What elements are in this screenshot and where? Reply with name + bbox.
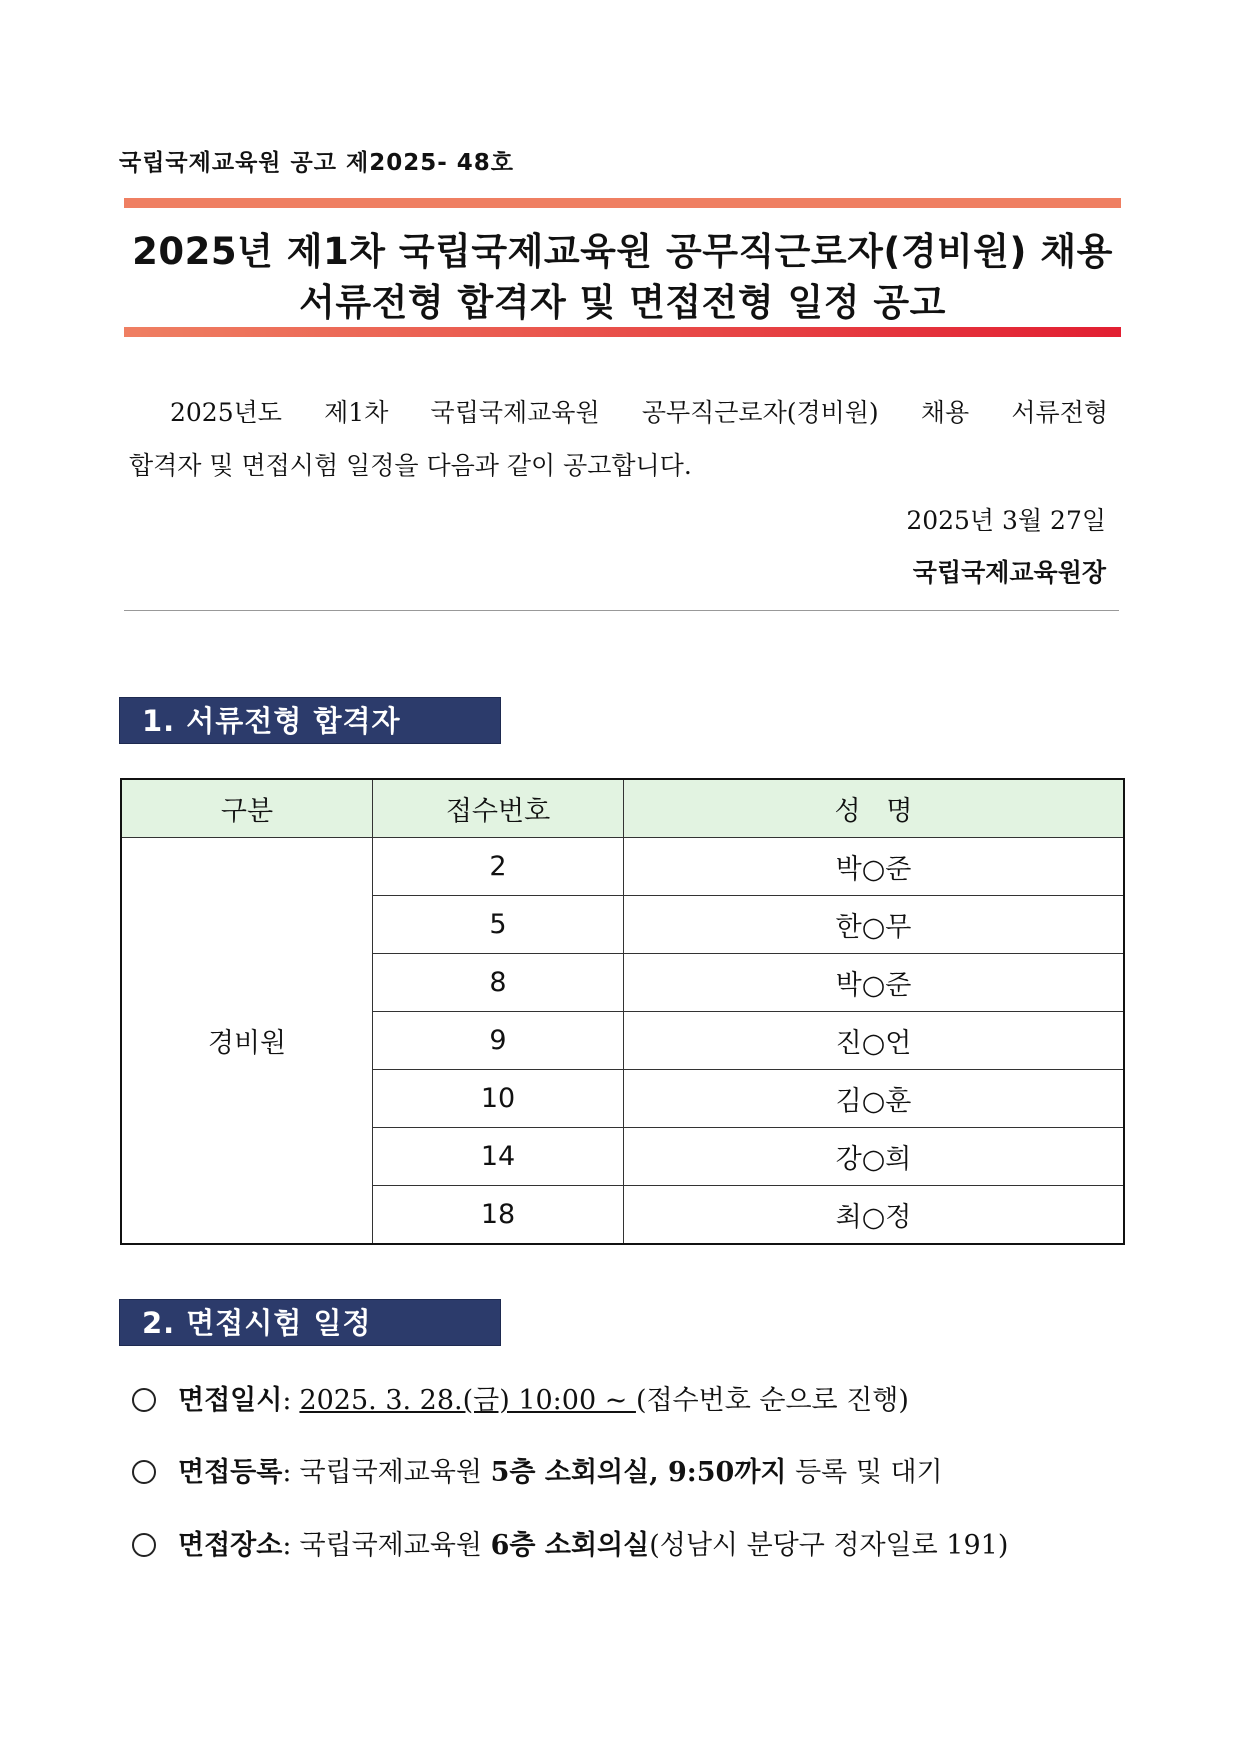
applicant-number: 18 (373, 1186, 624, 1245)
applicant-number: 14 (373, 1128, 624, 1186)
circle-bullet-icon (132, 1460, 156, 1484)
applicant-name: 박○준 (624, 838, 1125, 896)
section-heading-interview: 2. 면접시험 일정 (119, 1299, 501, 1346)
applicant-name: 진○언 (624, 1012, 1125, 1070)
location-address: (성남시 분당구 정자일로 191) (649, 1530, 1009, 1561)
interview-location-label: 면접장소 (178, 1530, 283, 1561)
column-header-number: 접수번호 (373, 779, 624, 838)
applicant-name: 박○준 (624, 954, 1125, 1012)
applicant-name: 강○희 (624, 1128, 1125, 1186)
column-header-name: 성 명 (624, 779, 1125, 838)
registration-place: 국립국제교육원 (299, 1457, 491, 1488)
intro-line-1: 2025년도 제1차 국립국제교육원 공무직근로자(경비원) 채용 서류전형 (170, 398, 1108, 427)
category-cell: 경비원 (121, 838, 373, 1245)
applicant-name: 최○정 (624, 1186, 1125, 1245)
interview-registration-label: 면접등록 (178, 1457, 283, 1488)
applicant-number: 2 (373, 838, 624, 896)
table-header-row (121, 779, 1124, 838)
document-title-line-2: 서류전형 합격자 및 면접전형 일정 공고 (299, 281, 946, 324)
interview-datetime-label: 면접일시 (178, 1385, 283, 1416)
applicant-number: 8 (373, 954, 624, 1012)
interview-datetime-line (132, 1378, 909, 1417)
interview-location-line (132, 1523, 1008, 1562)
applicant-name: 한○무 (624, 896, 1125, 954)
applicant-number: 10 (373, 1070, 624, 1128)
title-top-bar (124, 198, 1121, 208)
passers-table (120, 778, 1125, 1245)
circle-bullet-icon (132, 1388, 156, 1412)
issuer-signature: 국립국제교육원장 (912, 558, 1106, 587)
interview-order-note: (접수번호 순으로 진행) (635, 1385, 909, 1416)
announcement-date: 2025년 3월 27일 (906, 506, 1106, 535)
interview-datetime-value: 2025. 3. 28.(금) 10:00 ~ (299, 1385, 636, 1416)
circle-bullet-icon (132, 1533, 156, 1557)
document-title-line-1: 2025년 제1차 국립국제교육원 공무직근로자(경비원) 채용 (132, 230, 1113, 273)
location-room: 6층 소회의실 (490, 1530, 650, 1561)
applicant-number: 5 (373, 896, 624, 954)
interview-registration-line (132, 1450, 943, 1489)
divider (124, 610, 1119, 611)
column-header-category: 구분 (121, 779, 373, 838)
table-row (121, 838, 1124, 896)
applicant-number: 9 (373, 1012, 624, 1070)
registration-floor-time: 5층 소회의실, 9:50까지 (490, 1457, 787, 1488)
applicant-name: 김○훈 (624, 1070, 1125, 1128)
location-place: 국립국제교육원 (299, 1530, 491, 1561)
label-colon: : (282, 1530, 292, 1561)
label-colon: : (282, 1457, 292, 1488)
registration-suffix: 등록 및 대기 (786, 1457, 943, 1488)
title-bottom-bar (124, 327, 1121, 337)
label-colon: : (282, 1385, 292, 1416)
section-heading-passers: 1. 서류전형 합격자 (119, 697, 501, 744)
notice-number: 국립국제교육원 공고 제2025- 48호 (119, 150, 514, 176)
intro-line-2: 합격자 및 면접시험 일정을 다음과 같이 공고합니다. (129, 451, 692, 480)
